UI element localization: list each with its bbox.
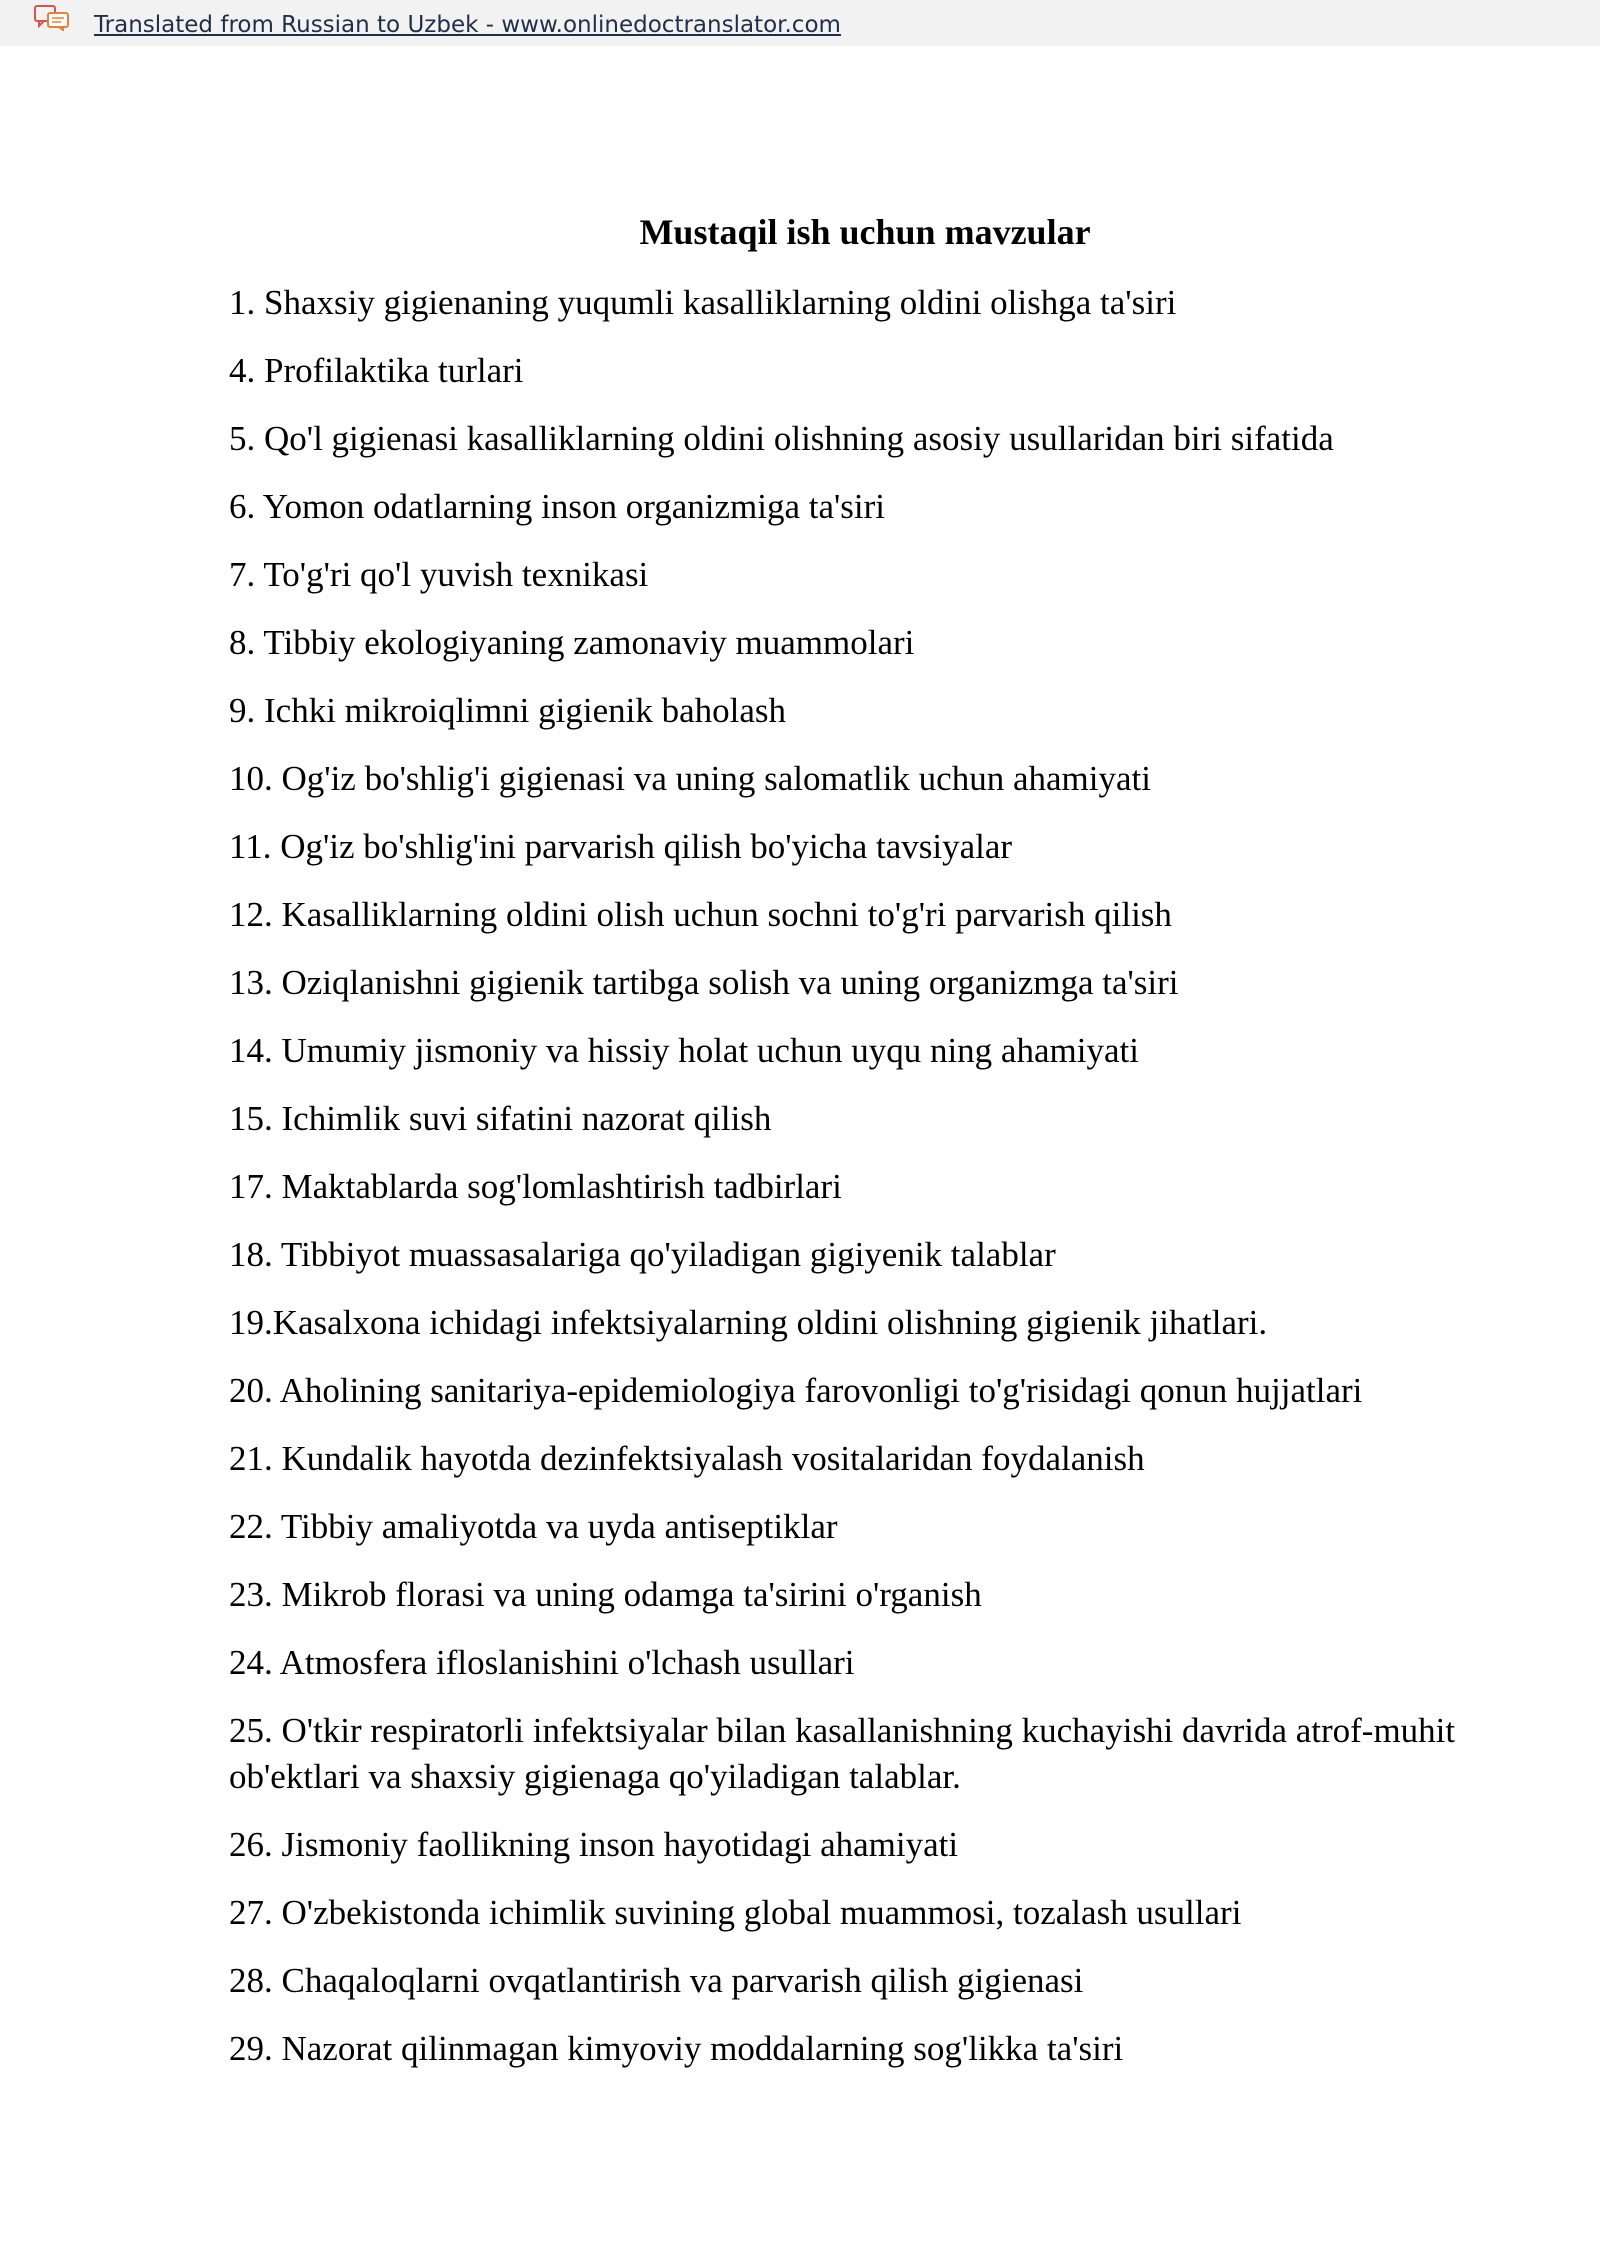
list-item: 28. Chaqaloqlarni ovqatlantirish va parvarish qilish gigienasi	[229, 1961, 1084, 2000]
list-item: 7. To'g'ri qo'l yuvish texnikasi	[229, 555, 649, 594]
translation-banner	[0, 0, 1600, 46]
list-item: 4. Profilaktika turlari	[229, 351, 524, 390]
list-item: 18. Tibbiyot muassasalariga qo'yiladigan gigiyenik talablar	[229, 1235, 1056, 1274]
list-item: 9. Ichki mikroiqlimni gigienik baholash	[229, 691, 787, 730]
document-title: Mustaqil ish uchun mavzular	[639, 212, 1091, 252]
list-item: 13. Oziqlanishni gigienik tartibga solish va uning organizmga ta'siri	[229, 963, 1179, 1002]
list-item: 17. Maktablarda sog'lomlashtirish tadbirlari	[229, 1167, 842, 1206]
list-item: 25. O'tkir respiratorli infektsiyalar bilan kasallanishning kuchayishi davrida atrof-muhit ob'ektlari va shaxsiy gigienaga qo'yiladigan talablar.	[229, 1711, 1456, 1796]
list-item: 14. Umumiy jismoniy va hissiy holat uchun uyqu ning ahamiyati	[229, 1031, 1139, 1070]
list-item: 19.Kasalxona ichidagi infektsiyalarning oldini olishning gigienik jihatlari.	[229, 1303, 1268, 1342]
list-item: 12. Kasalliklarning oldini olish uchun sochni to'g'ri parvarish qilish	[229, 895, 1172, 934]
translator-link[interactable]: Translated from Russian to Uzbek - www.onlinedoctranslator.com	[94, 12, 841, 38]
list-item: 15. Ichimlik suvi sifatini nazorat qilish	[229, 1099, 772, 1138]
translate-icon	[34, 5, 72, 31]
topic-list	[229, 280, 1469, 2094]
list-item: 8. Tibbiy ekologiyaning zamonaviy muammolari	[229, 623, 915, 662]
list-item: 24. Atmosfera ifloslanishini o'lchash usullari	[229, 1643, 855, 1682]
list-item: 20. Aholining sanitariya-epidemiologiya farovonligi to'g'risidagi qonun hujjatlari	[229, 1371, 1363, 1410]
list-item: 22. Tibbiy amaliyotda va uyda antiseptiklar	[229, 1507, 838, 1546]
list-item: 29. Nazorat qilinmagan kimyoviy moddalarning sog'likka ta'siri	[229, 2029, 1124, 2068]
list-item: 10. Og'iz bo'shlig'i gigienasi va uning salomatlik uchun ahamiyati	[229, 759, 1151, 798]
list-item: 6. Yomon odatlarning inson organizmiga ta'siri	[229, 487, 886, 526]
list-item: 26. Jismoniy faollikning inson hayotidagi ahamiyati	[229, 1825, 959, 1864]
list-item: 11. Og'iz bo'shlig'ini parvarish qilish bo'yicha tavsiyalar	[229, 827, 1013, 866]
list-item: 23. Mikrob florasi va uning odamga ta'sirini o'rganish	[229, 1575, 982, 1614]
list-item: 27. O'zbekistonda ichimlik suvining global muammosi, tozalash usullari	[229, 1893, 1242, 1932]
list-item: 1. Shaxsiy gigienaning yuqumli kasalliklarning oldini olishga ta'siri	[229, 283, 1177, 322]
list-item: 5. Qo'l gigienasi kasalliklarning oldini olishning asosiy usullaridan biri sifatida	[229, 419, 1334, 458]
list-item: 21. Kundalik hayotda dezinfektsiyalash vositalaridan foydalanish	[229, 1439, 1145, 1478]
